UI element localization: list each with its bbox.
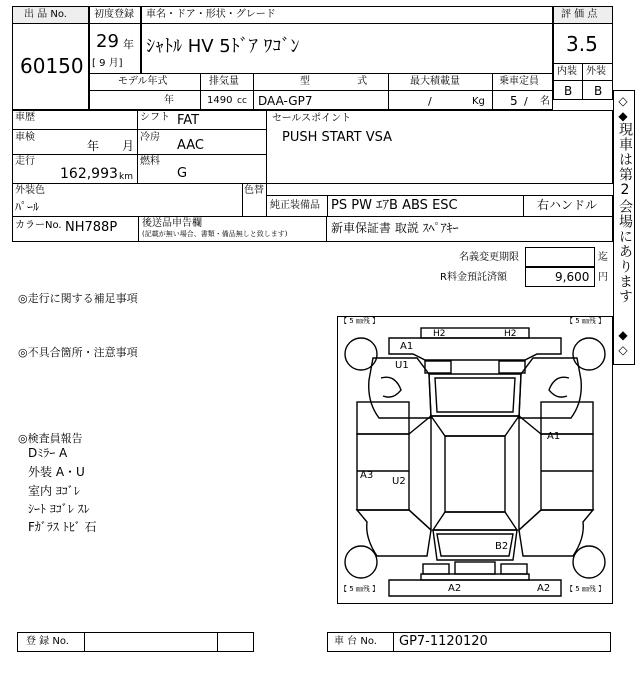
capacity-unit: 名 — [540, 96, 550, 107]
fuel-label: 燃料 — [140, 156, 160, 167]
side-notice-top-marks: ◇◆ — [616, 94, 630, 124]
reg-no-label: 登 録 No. — [26, 636, 69, 647]
damage-mark: A1 — [547, 431, 561, 442]
max-load-unit: Kg — [472, 96, 485, 107]
taillight-left — [423, 564, 449, 574]
score-label: 評 価 点 — [561, 9, 598, 20]
color-no-value: NH788P — [65, 220, 118, 235]
taillight-right — [501, 564, 527, 574]
inspection-label: 車検 — [15, 132, 35, 143]
tire-label-rl: 【 5 ㎜残 】 — [340, 585, 380, 593]
interior-grade: B — [564, 84, 573, 98]
capacity-label: 乗車定員 — [499, 76, 539, 87]
capacity-slash: / — [524, 95, 528, 108]
capacity-value: 5 — [510, 94, 518, 108]
tire-rear-left — [345, 546, 377, 578]
damage-mark: B2 — [495, 541, 509, 552]
defects-heading: ◎不具合箇所・注意事項 — [18, 346, 138, 359]
registration-year-unit: 年 — [123, 38, 134, 51]
equipment-value: PS PW ｴｱB ABS ESC — [331, 198, 458, 213]
post-declare-note: (記載が無い場合、書類・備品無しと致します) — [142, 230, 288, 238]
sales-point-label: セールスポイント — [272, 113, 352, 124]
damage-mark: A3 — [360, 470, 374, 481]
color-no-label: カラーNo. — [15, 220, 62, 231]
side-notice-bottom-marks: ◆◇ — [616, 328, 630, 358]
chassis-value: GP7-1120120 — [399, 634, 488, 649]
side-notice-text: 現車は第2会場にあります — [617, 122, 633, 304]
inspector-line: Fｶﾞﾗｽ ﾄﾋﾞ 石 — [28, 520, 97, 534]
name-change-box — [525, 247, 595, 267]
roof — [445, 436, 505, 512]
name-change-label: 名義変更期限 — [459, 252, 519, 263]
type-label: 型 式 — [300, 76, 368, 87]
interior-label: 内装 — [557, 66, 577, 77]
ac-label: 冷房 — [140, 132, 160, 143]
tire-label-fl: 【 5 ㎜残 】 — [340, 317, 380, 325]
lot-label: 出 品 No. — [24, 9, 67, 20]
displacement-label: 排気量 — [209, 76, 239, 87]
warranty-value: 新車保証書 取説 ｽﾍﾟｱｷｰ — [331, 221, 459, 235]
max-load-label: 最大積載量 — [410, 76, 460, 87]
front-bumper — [389, 338, 561, 360]
car-name: ｼｬﾄﾙ HV 5ﾄﾞｱ ﾜｺﾞﾝ — [146, 36, 300, 57]
inspector-line: 外装 A・U — [28, 465, 85, 479]
damage-mark: U1 — [395, 360, 409, 371]
displacement-unit: cc — [237, 96, 247, 106]
exterior-grade: B — [594, 84, 603, 98]
side-right — [541, 431, 593, 510]
mileage-value: 162,993 — [60, 166, 118, 182]
color-change-label: 色替 — [244, 185, 264, 196]
fuel-value: G — [177, 166, 188, 181]
first-registration-label: 初度登録 — [94, 9, 134, 20]
exterior-label: 外装 — [586, 66, 606, 77]
model-year-unit: 年 — [164, 95, 174, 106]
name-change-unit: 迄 — [598, 252, 608, 263]
rear-fender-left — [357, 510, 431, 556]
inspector-line: ｼｰﾄ ﾖｺﾞﾚ ｽﾚ — [28, 502, 90, 516]
model-year-label: モデル年式 — [118, 76, 168, 87]
equipment-label: 純正装備品 — [270, 200, 320, 211]
tire-label-rr: 【 5 ㎜残 】 — [566, 585, 606, 593]
inspector-line: 室内 ﾖｺﾞﾚ — [28, 484, 80, 498]
type-value: DAA-GP7 — [258, 94, 313, 108]
exterior-color-value: ﾊﾟｰﾙ — [15, 200, 40, 214]
recycle-fee-label: R料金預託済額 — [440, 272, 507, 283]
windshield — [431, 416, 519, 436]
damage-mark: A1 — [400, 341, 414, 352]
hood — [429, 374, 521, 416]
max-load-slash: / — [428, 95, 432, 108]
displacement-value: 1490 — [207, 95, 233, 106]
history-label: 車歴 — [15, 112, 35, 123]
registration-year: 29 — [96, 31, 119, 52]
shift-label: シフト — [140, 112, 170, 123]
damage-mark: A2 — [448, 583, 462, 594]
sales-point-value: PUSH START VSA — [282, 130, 393, 145]
exterior-color-label: 外装色 — [15, 185, 45, 196]
mileage-unit: km — [119, 172, 133, 182]
mileage-label: 走行 — [15, 156, 35, 167]
tire-rear-right — [573, 546, 605, 578]
chassis-label: 車 台 No. — [334, 636, 377, 647]
damage-mark: H2 — [433, 329, 446, 339]
car-name-label: 車名・ドア・形状・グレード — [146, 9, 276, 20]
rear-fender-right — [519, 510, 593, 556]
headlight-right — [499, 361, 525, 373]
inspection-month-unit: 月 — [122, 139, 135, 153]
post-declare-label: 後送品申告欄 — [142, 218, 202, 229]
inspector-heading: ◎検査員報告 — [18, 432, 83, 445]
damage-mark: H2 — [504, 329, 517, 339]
rear-window — [433, 512, 517, 530]
supplement-heading: ◎走行に関する補足事項 — [18, 292, 138, 305]
lot-number: 60150 — [20, 54, 84, 78]
recycle-fee-unit: 円 — [598, 272, 608, 283]
exterior-color-cell — [12, 183, 243, 217]
rear-bumper — [389, 580, 561, 596]
steering-value: 右ハンドル — [537, 198, 598, 212]
car-damage-diagram — [337, 316, 613, 604]
headlight-left — [425, 361, 451, 373]
tire-label-fr: 【 5 ㎜残 】 — [566, 317, 606, 325]
registration-month: [ 9 月] — [92, 58, 123, 69]
damage-mark: U2 — [392, 476, 406, 487]
inspector-line: Dﾐﾗｰ A — [28, 446, 68, 460]
damage-mark: A2 — [537, 583, 551, 594]
shift-value: FAT — [177, 113, 200, 128]
recycle-fee-value: 9,600 — [555, 270, 590, 284]
license-plate-area — [455, 562, 495, 574]
overall-score: 3.5 — [566, 32, 598, 56]
ac-value: AAC — [177, 138, 204, 153]
inspection-year-unit: 年 — [87, 139, 100, 153]
